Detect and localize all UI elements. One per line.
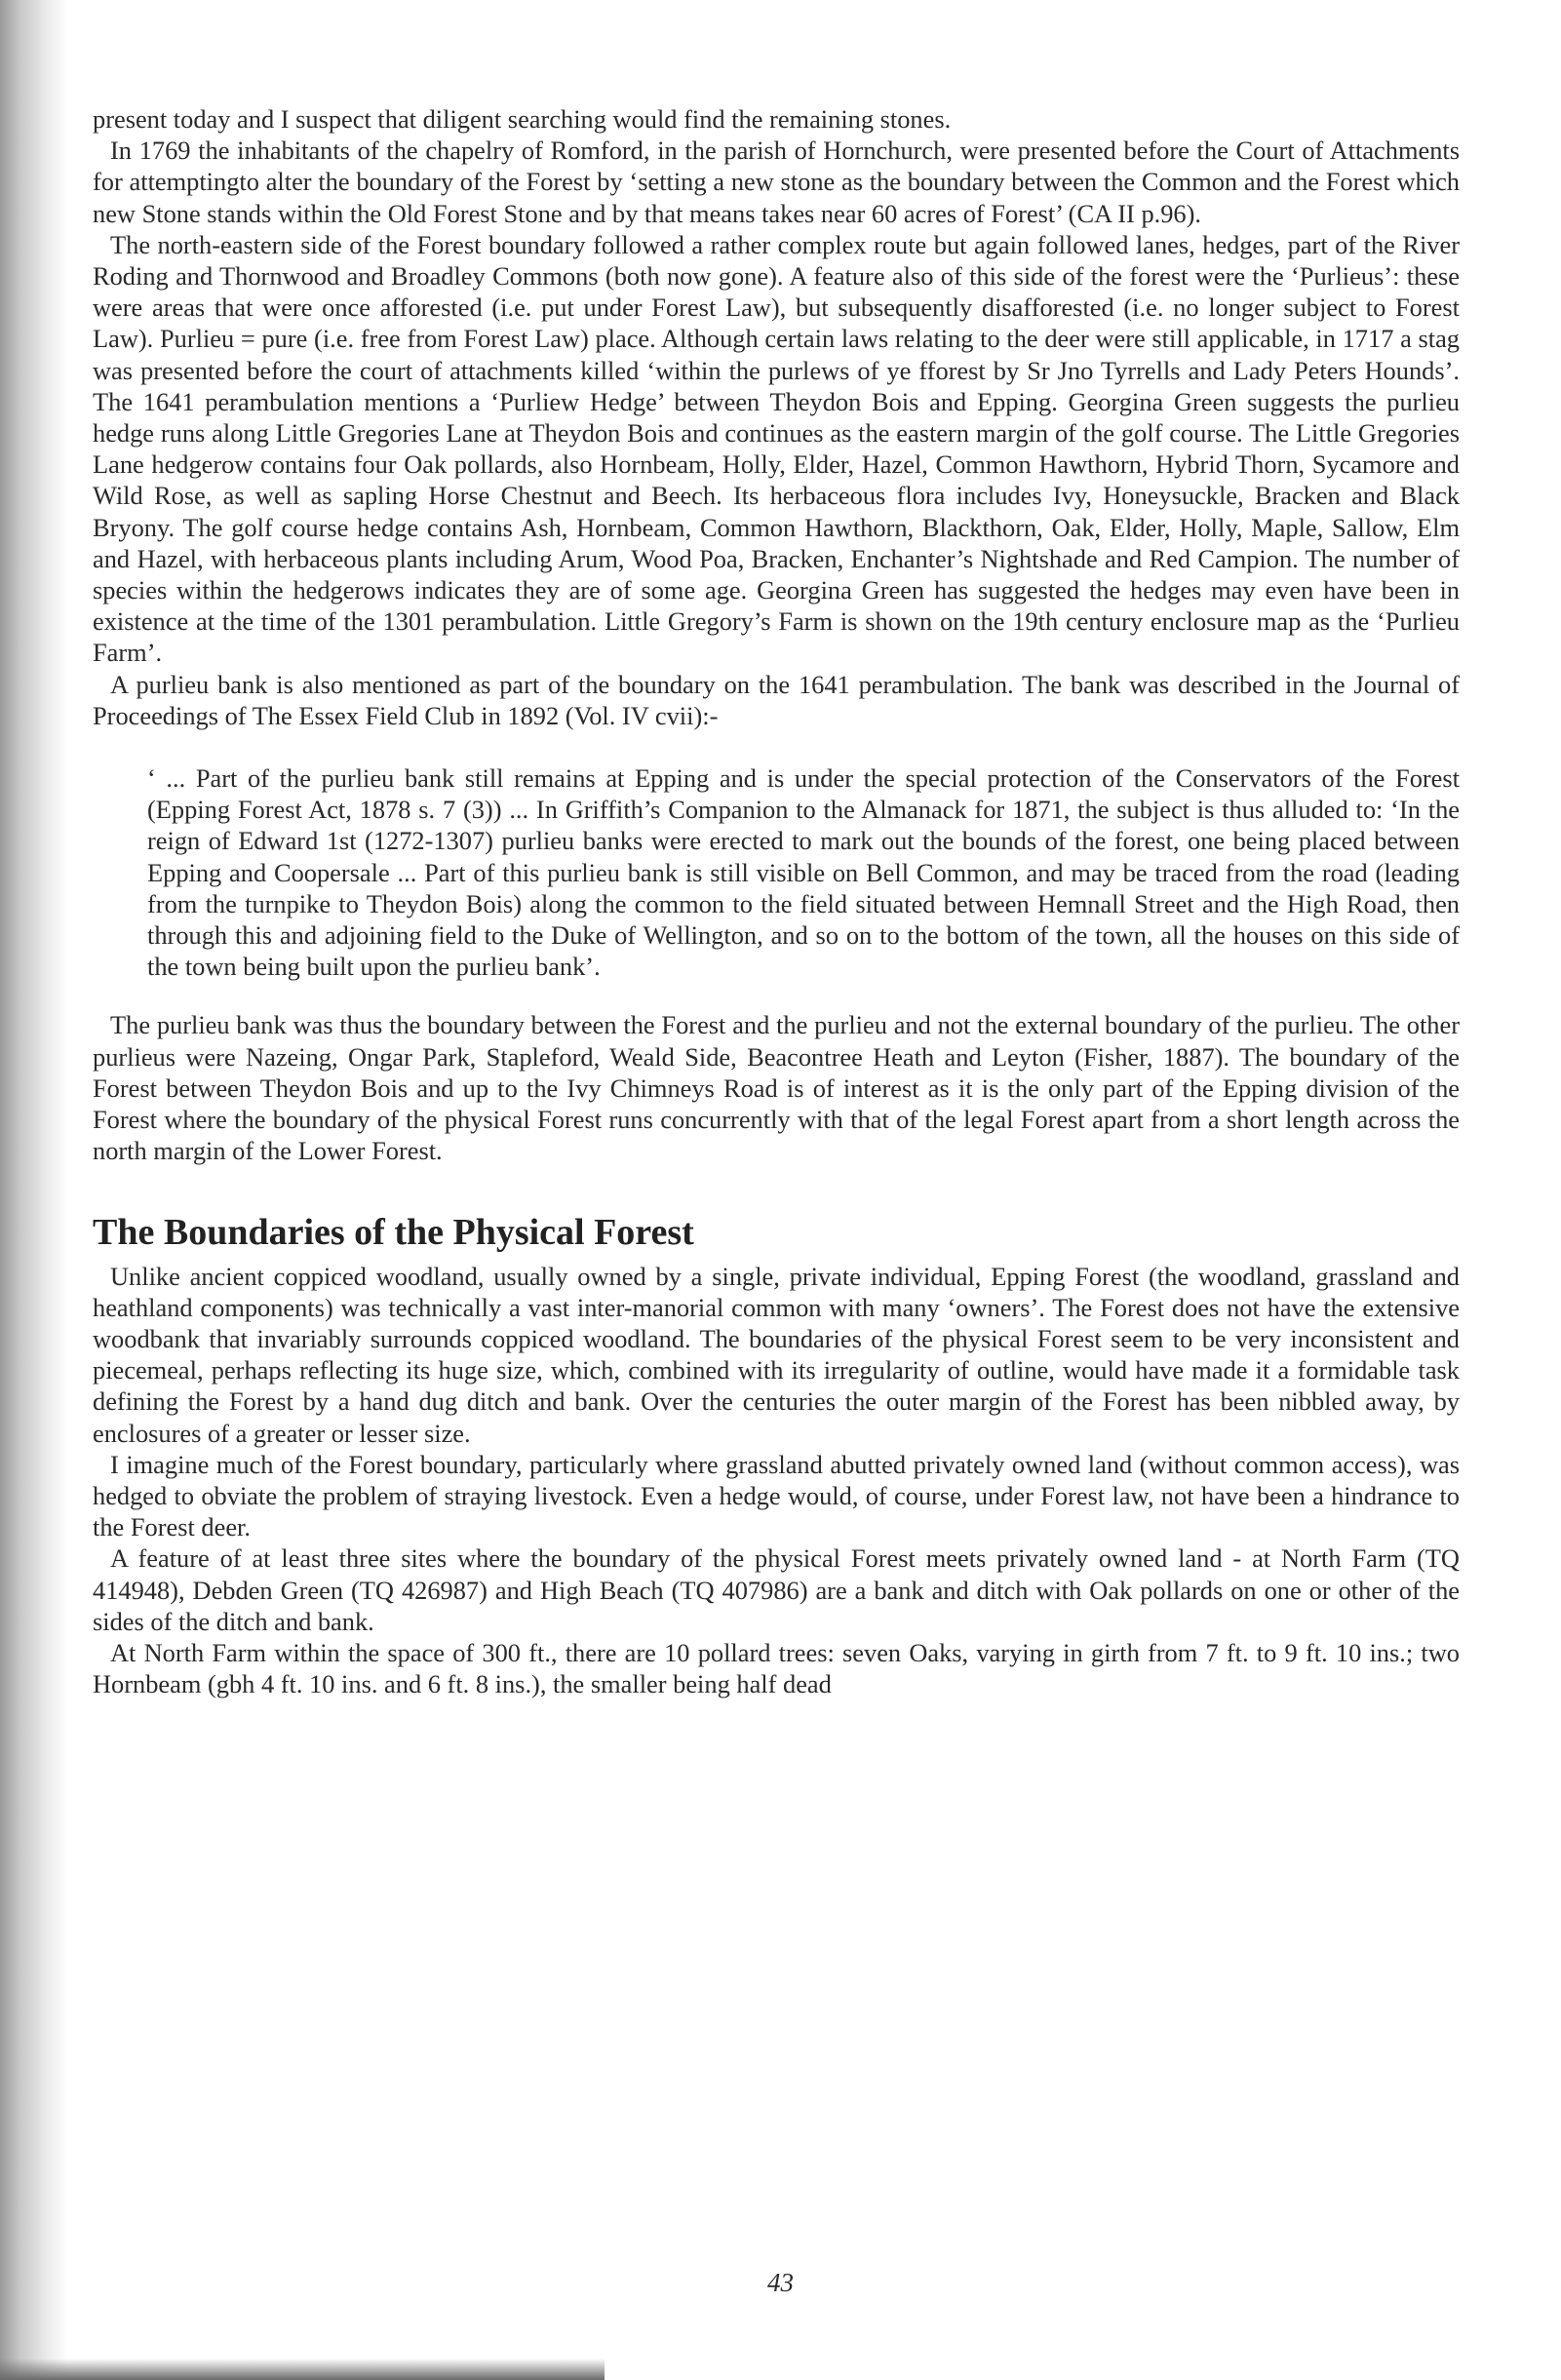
scan-edge-shadow <box>0 0 68 2380</box>
section-heading: The Boundaries of the Physical Forest <box>93 1211 694 1253</box>
page-body <box>93 103 1460 1699</box>
body-paragraph: A purlieu bank is also mentioned as part of the boundary on the 1641 perambulation. The bank was described in the Journal of Proceedings of The Essex Field Club in 1892 (Vol. IV cvii):- <box>93 669 1460 730</box>
body-paragraph: I imagine much of the Forest boundary, particularly where grassland abutted privately owned land (without common access), was hedged to obviate the problem of straying livestock. Even a hedge would, of course, under Forest law, not have been a hindrance to the Forest deer. <box>93 1449 1460 1542</box>
body-paragraph: At North Farm within the space of 300 ft., there are 10 pollard trees: seven Oaks, varying in girth from 7 ft. to 9 ft. 10 ins.; two Hornbeam (gbh 4 ft. 10 ins. and 6 ft. 8 ins.), the smaller being half dead <box>93 1637 1460 1699</box>
page-number: 43 <box>767 2268 794 2297</box>
body-paragraph: Unlike ancient coppiced woodland, usually owned by a single, private individual, Epping Forest (the woodland, grassland and heathland components) was technically a vast inter-manorial common with many ‘owners’. The Forest does not have the extensive woodbank that invariably surrounds coppiced woodland. The boundaries of the physical Forest seem to be very inconsistent and piecemeal, perhaps reflecting its huge size, which, combined with its irregularity of outline, would have made it a formidable task defining the Forest by a hand dug ditch and bank. Over the centuries the outer margin of the Forest has been nibbled away, by enclosures of a greater or lesser size. <box>93 1261 1460 1448</box>
body-paragraph: A feature of at least three sites where the boundary of the physical Forest meets privately owned land - at North Farm (TQ 414948), Debden Green (TQ 426987) and High Beach (TQ 407986) are a bank and ditch with Oak pollards on one or other of the sides of the ditch and bank. <box>93 1543 1460 1636</box>
body-paragraph: The purlieu bank was thus the boundary between the Forest and the purlieu and not the external boundary of the purlieu. The other purlieus were Nazeing, Ongar Park, Stapleford, Weald Side, Beacontree Heath and Leyton (Fisher, 1887). The boundary of the Forest between Theydon Bois and up to the Ivy Chimneys Road is of interest as it is the only part of the Epping division of the Forest where the boundary of the physical Forest runs concurrently with that of the legal Forest apart from a short length across the north margin of the Lower Forest. <box>93 1010 1460 1166</box>
block-quote <box>147 762 1460 982</box>
body-paragraph: The north-eastern side of the Forest boundary followed a rather complex route but again followed lanes, hedges, part of the River Roding and Thornwood and Broadley Commons (both now gone). A feature also of this side of the forest were the ‘Purlieus’: these were areas that were once afforested (i.e. put under Forest Law), but subsequently disafforested (i.e. no longer subject to Forest Law). Purlieu = pure (i.e. free from Forest Law) place. Although certain laws relating to the deer were still applicable, in 1717 a stag was presented before the court of attachments killed ‘within the purlews of ye fforest by Sr Jno Tyrrells and Lady Peters Hounds’. The 1641 perambulation mentions a ‘Purliew Hedge’ between Theydon Bois and Epping. Georgina Green suggests the purlieu hedge runs along Little Gregories Lane at Theydon Bois and continues as the eastern margin of the golf course. The Little Gregories Lane hedgerow contains four Oak pollards, also Hornbeam, Holly, Elder, Hazel, Common Hawthorn, Hybrid Thorn, Sycamore and Wild Rose, as well as sapling Horse Chestnut and Beech. Its herbaceous flora includes Ivy, Honeysuckle, Bracken and Black Bryony. The golf course hedge contains Ash, Hornbeam, Common Hawthorn, Blackthorn, Oak, Elder, Holly, Maple, Sallow, Elm and Hazel, with herbaceous plants including Arum, Wood Poa, Bracken, Enchanter’s Nightshade and Red Campion. The number of species within the hedgerows indicates they are of some age. Georgina Green has suggested the hedges may even have been in existence at the time of the 1301 perambulation. Little Gregory’s Farm is shown on the 19th century enclosure map as the ‘Purlieu Farm’. <box>93 229 1460 668</box>
body-paragraph: In 1769 the inhabitants of the chapelry of Romford, in the parish of Hornchurch, were presented before the Court of Attachments for attemptingto alter the boundary of the Forest by ‘setting a new stone as the boundary between the Common and the Forest which new Stone stands within the Old Forest Stone and by that means takes near 60 acres of Forest’ (CA II p.96). <box>93 136 1460 228</box>
scan-bottom-shadow <box>0 2359 605 2380</box>
quote-text: ‘ ... Part of the purlieu bank still remains at Epping and is under the special protection of the Conservators of the Forest (Epping Forest Act, 1878 s. 7 (3)) ... In Griffith’s Companion to the Almanack for 1871, the subject is thus alluded to: ‘In the reign of Edward 1st (1272-1307) purlieu banks were erected to mark out the bounds of the forest, one being placed between Epping and Coopersale ... Part of this purlieu bank is still visible on Bell Common, and may be traced from the road (leading from the turnpike to Theydon Bois) along the common to the field situated between Hemnall Street and the High Road, then through this and adjoining field to the Duke of Wellington, and so on to the bottom of the town, all the houses on this side of the town being built upon the purlieu bank’. <box>147 763 1460 982</box>
body-paragraph: present today and I suspect that diligent searching would find the remaining stones. <box>93 104 952 134</box>
